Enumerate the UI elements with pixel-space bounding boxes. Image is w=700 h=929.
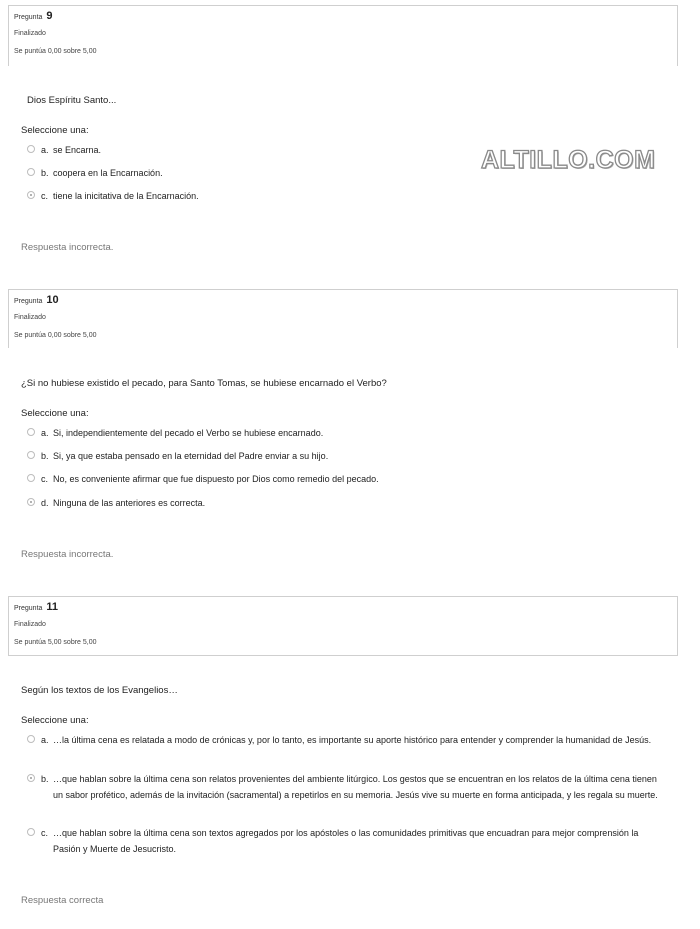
option-text: …la última cena es relatada a modo de crónicas y, por lo tanto, es importante su aporte histórico para entender y comprender la humanidad de Jesús. xyxy=(53,735,652,745)
radio-button[interactable] xyxy=(27,168,35,176)
option-letter: a. xyxy=(41,428,49,438)
question-number: Pregunta 11 xyxy=(14,601,59,613)
question-text: Según los textos de los Evangelios… xyxy=(21,685,178,696)
option-text: Si, independientemente del pecado el Verbo se hubiese encarnado. xyxy=(53,428,324,438)
option-text: coopera en la Encarnación. xyxy=(53,168,163,178)
question-number: Pregunta 10 xyxy=(14,294,59,306)
option-letter: a. xyxy=(41,145,49,155)
radio-button[interactable] xyxy=(27,145,35,153)
radio-button-selected[interactable] xyxy=(27,498,35,506)
radio-button[interactable] xyxy=(27,735,35,743)
option-text: se Encarna. xyxy=(53,145,102,155)
option-letter: b. xyxy=(41,168,49,178)
option-letter: a. xyxy=(41,735,49,745)
option-letter: c. xyxy=(41,474,49,484)
option-letter: c. xyxy=(41,191,49,201)
question-text: Dios Espíritu Santo... xyxy=(27,95,117,106)
answer-feedback: Respuesta incorrecta. xyxy=(21,242,114,253)
question-info-10 xyxy=(8,289,678,348)
question-grade: Se puntúa 0,00 sobre 5,00 xyxy=(14,48,97,55)
radio-button-selected[interactable] xyxy=(27,191,35,199)
option-letter: c. xyxy=(41,828,49,838)
select-label: Seleccione una: xyxy=(21,125,89,136)
answer-feedback: Respuesta incorrecta. xyxy=(21,549,114,560)
radio-button[interactable] xyxy=(27,474,35,482)
select-label: Seleccione una: xyxy=(21,408,89,419)
option-text: Si, ya que estaba pensado en la eternidad del Padre enviar a su hijo. xyxy=(53,451,329,461)
question-grade: Se puntúa 5,00 sobre 5,00 xyxy=(14,639,97,646)
question-state: Finalizado xyxy=(14,314,46,321)
option-text: No, es conveniente afirmar que fue dispuesto por Dios como remedio del pecado. xyxy=(53,474,379,484)
question-info-11 xyxy=(8,596,678,656)
question-grade: Se puntúa 0,00 sobre 5,00 xyxy=(14,332,97,339)
answer-feedback: Respuesta correcta xyxy=(21,895,104,906)
radio-button[interactable] xyxy=(27,428,35,436)
option-letter: b. xyxy=(41,451,49,461)
select-label: Seleccione una: xyxy=(21,715,89,726)
option-letter: b. xyxy=(41,774,49,784)
radio-button[interactable] xyxy=(27,451,35,459)
question-info-9 xyxy=(8,5,678,66)
option-text: tiene la inicitativa de la Encarnación. xyxy=(53,191,199,201)
radio-button[interactable] xyxy=(27,828,35,836)
question-state: Finalizado xyxy=(14,30,46,37)
option-text: …que hablan sobre la última cena son textos agregados por los apóstoles o las comunidades primitivas que encuadran para mejor comprensión la Pasión y Muerte de Jesucristo. xyxy=(53,828,639,854)
question-text: ¿Si no hubiese existido el pecado, para Santo Tomas, se hubiese encarnado el Verbo? xyxy=(21,378,387,389)
question-number: Pregunta 9 xyxy=(14,10,53,22)
option-text: Ninguna de las anteriores es correcta. xyxy=(53,498,206,508)
watermark-text: ALTILLO.COM xyxy=(481,146,656,174)
radio-button-selected[interactable] xyxy=(27,774,35,782)
question-state: Finalizado xyxy=(14,621,46,628)
option-text: …que hablan sobre la última cena son relatos provenientes del ambiente litúrgico. Los gestos que se encuentran en los relatos de la última cena tienen un sabor profético, además de la invitación (sacramental) a repetirlos en su memoria. Jesús vive su muerte en forma anticipada, y les regala su muerte. xyxy=(53,774,658,800)
option-letter: d. xyxy=(41,498,49,508)
